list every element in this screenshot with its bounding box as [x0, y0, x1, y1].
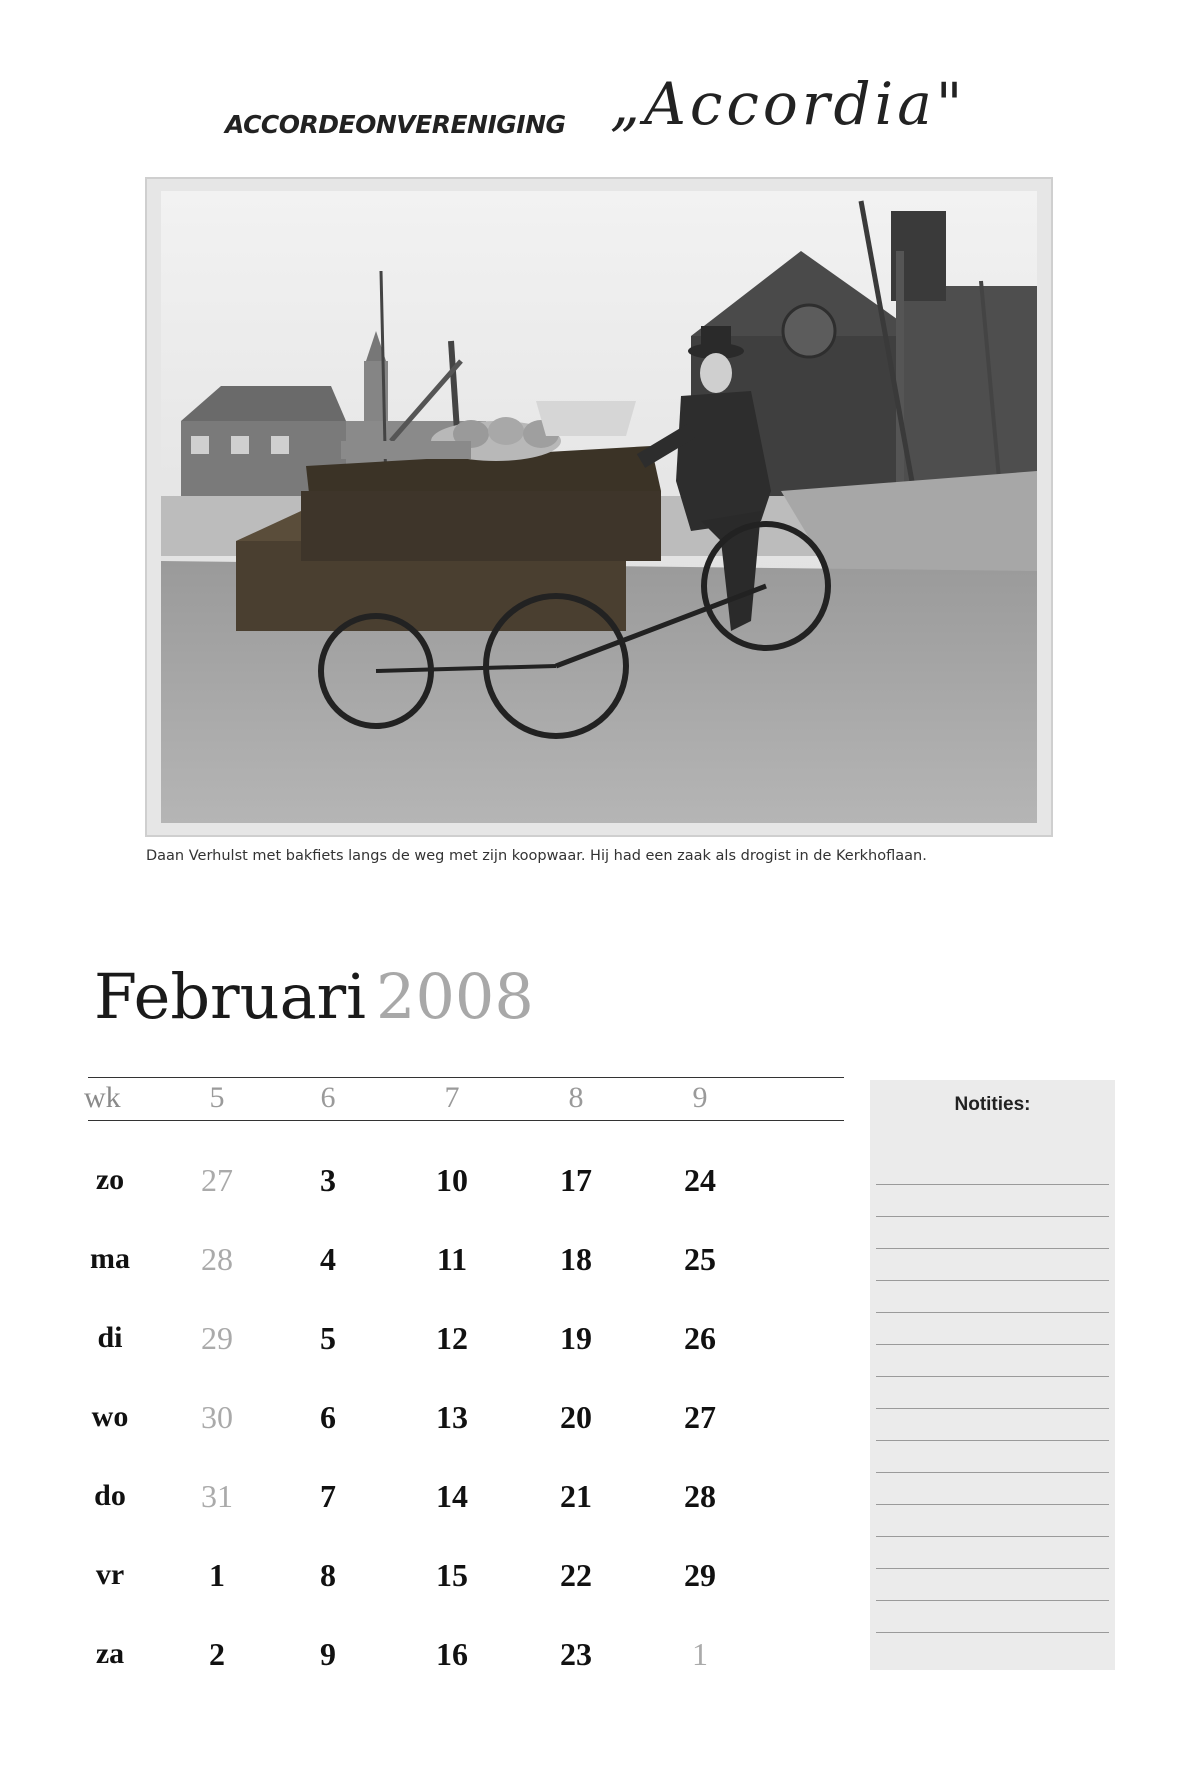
notes-title: Notities: — [954, 1094, 1031, 1115]
notes-rule-line — [876, 1312, 1109, 1313]
date-cell: 24 — [684, 1162, 716, 1198]
date-cell: 31 — [201, 1478, 233, 1514]
calendar-header — [0, 70, 1200, 150]
date-cell: 27 — [684, 1399, 716, 1435]
date-cell: 9 — [320, 1636, 336, 1672]
date-cell: 23 — [560, 1636, 592, 1672]
date-cell: 29 — [684, 1557, 716, 1593]
date-cell: 2 — [209, 1636, 225, 1672]
historic-photo — [161, 191, 1037, 823]
photo-illustration — [161, 191, 1037, 823]
notes-rule-line — [876, 1440, 1109, 1441]
notes-rule-line — [876, 1568, 1109, 1569]
notes-rule-line — [876, 1184, 1109, 1185]
club-name-logo: „Accordia" — [610, 70, 967, 138]
notes-rule-line — [876, 1344, 1109, 1345]
date-cell: 20 — [560, 1399, 592, 1435]
month-name: Februari — [94, 960, 367, 1033]
date-cell: 29 — [201, 1320, 233, 1356]
date-cell: 30 — [201, 1399, 233, 1435]
date-cell: 6 — [320, 1399, 336, 1435]
notes-rule-line — [876, 1600, 1109, 1601]
weekday-label: ma — [90, 1242, 130, 1275]
notes-rule-line — [876, 1280, 1109, 1281]
notes-rule-line — [876, 1216, 1109, 1217]
date-cell: 18 — [560, 1241, 592, 1277]
notes-rule-line — [876, 1248, 1109, 1249]
date-cell: 28 — [684, 1478, 716, 1514]
week-number: 9 — [692, 1081, 708, 1114]
date-cell: 26 — [684, 1320, 716, 1356]
notes-rule-line — [876, 1408, 1109, 1409]
weekday-label: vr — [95, 1558, 125, 1591]
date-cell: 8 — [320, 1557, 336, 1593]
date-cell: 7 — [320, 1478, 336, 1514]
notes-rule-line — [876, 1504, 1109, 1505]
date-cell: 16 — [436, 1636, 468, 1672]
date-cell: 1 — [209, 1557, 225, 1593]
date-cell: 11 — [436, 1241, 468, 1277]
organization-label: ACCORDEONVERENIGING — [225, 110, 566, 139]
notes-rule-line — [876, 1376, 1109, 1377]
week-number: 8 — [568, 1081, 584, 1114]
date-cell: 17 — [560, 1162, 592, 1198]
header-rule-bottom — [88, 1120, 844, 1121]
weekday-label: do — [94, 1479, 126, 1512]
month-title — [94, 960, 534, 1033]
date-cell: 25 — [684, 1241, 716, 1277]
date-cell: 28 — [201, 1241, 233, 1277]
date-cell: 10 — [436, 1162, 468, 1198]
date-cell: 3 — [320, 1162, 336, 1198]
photo-caption: Daan Verhulst met bakfiets langs de weg met zijn koopwaar. Hij had een zaak als drogist in de Kerkhoflaan. — [146, 848, 927, 864]
notes-rule-line — [876, 1472, 1109, 1473]
date-cell: 14 — [436, 1478, 468, 1514]
date-cell: 1 — [692, 1636, 708, 1672]
weekday-label: wo — [91, 1400, 129, 1433]
date-cell: 13 — [436, 1399, 468, 1435]
weekday-label: za — [95, 1637, 125, 1670]
date-cell: 15 — [436, 1557, 468, 1593]
date-cell: 5 — [320, 1320, 336, 1356]
week-number: 5 — [209, 1081, 225, 1114]
photo-frame — [145, 177, 1053, 837]
header-rule-top — [88, 1077, 844, 1078]
date-cell: 22 — [560, 1557, 592, 1593]
notes-rule-line — [876, 1632, 1109, 1633]
weekday-label: zo — [95, 1163, 125, 1196]
date-cell: 4 — [320, 1241, 336, 1277]
year: 2008 — [376, 960, 534, 1033]
week-label: wk — [84, 1081, 121, 1114]
week-number: 6 — [320, 1081, 336, 1114]
date-cell: 12 — [436, 1320, 468, 1356]
date-cell: 19 — [560, 1320, 592, 1356]
weekday-label: di — [97, 1321, 123, 1354]
date-cell: 27 — [201, 1162, 233, 1198]
notes-rule-line — [876, 1536, 1109, 1537]
notes-panel — [870, 1080, 1115, 1670]
date-cell: 21 — [560, 1478, 592, 1514]
week-number: 7 — [444, 1081, 460, 1114]
